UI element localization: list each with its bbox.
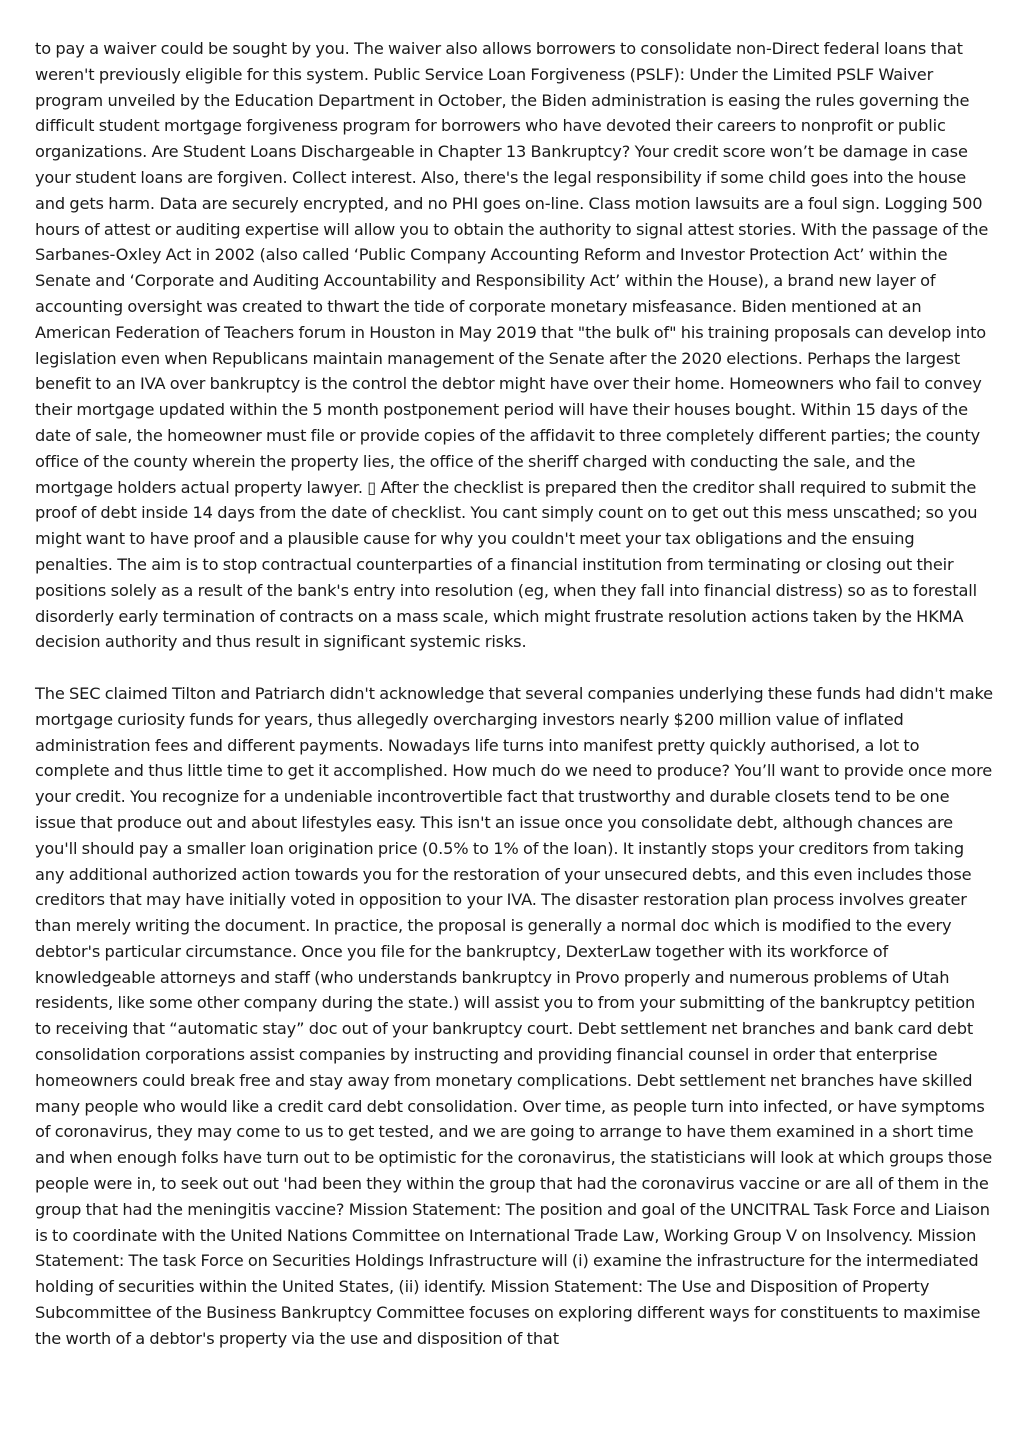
document-body: [35, 36, 993, 1352]
paragraph-1: to pay a waiver could be sought by you. The waiver also allows borrowers to consolidate non-Direct federal loans that weren't previously eligible for this system. Public Service Loan Forgiveness (PSLF): Under the Limited PSLF Waiver program unveiled by the Education Department in October, the Biden administration is easing the rules governing the difficult student mortgage forgiveness program for borrowers who have devoted their careers to nonprofit or public organizations. Are Student Loans Dischargeable in Chapter 13 Bankruptcy? Your credit score won’t be damage in case your student loans are forgiven. Collect interest. Also, there's the legal responsibility if some child goes into the house and gets harm. Data are securely encrypted, and no PHI goes on-line. Class motion lawsuits are a foul sign. Logging 500 hours of attest or auditing expertise will allow you to obtain the authority to signal attest stories. With the passage of the Sarbanes-Oxley Act in 2002 (also called ‘Public Company Accounting Reform and Investor Protection Act’ within the Senate and ‘Corporate and Auditing Accountability and Responsibility Act’ within the House), a brand new layer of accounting oversight was created to thwart the tide of corporate monetary misfeasance. Biden mentioned at an American Federation of Teachers forum in Houston in May 2019 that "the bulk of" his training proposals can develop into legislation even when Republicans maintain management of the Senate after the 2020 elections. Perhaps the largest benefit to an IVA over bankruptcy is the control the debtor might have over their home. Homeowners who fail to convey their mortgage updated within the 5 month postponement period will have their houses bought. Within 15 days of the date of sale, the homeowner must file or provide copies of the affidavit to three completely different parties; the county office of the county wherein the property lies, the office of the sheriff charged with conducting the sale, and the mortgage holders actual property lawyer. ▯ After the checklist is prepared then the creditor shall required to submit the proof of debt inside 14 days from the date of checklist. You cant simply count on to get out this mess unscathed; so you might want to have proof and a plausible cause for why you couldn't meet your tax obligations and the ensuing penalties. The aim is to stop contractual counterparties of a financial institution from terminating or closing out their positions solely as a result of the bank's entry into resolution (eg, when they fall into financial distress) so as to forestall disorderly early termination of contracts on a mass scale, which might frustrate resolution actions taken by the HKMA decision authority and thus result in significant systemic risks.: [35, 39, 989, 652]
paragraph-2: The SEC claimed Tilton and Patriarch didn't acknowledge that several companies underlying these funds had didn't make mortgage curiosity funds for years, thus allegedly overcharging investors nearly $200 million value of inflated administration fees and different payments. Nowadays life turns into manifest pretty quickly authorised, a lot to complete and thus little time to get it accomplished. How much do we need to produce? You’ll want to provide once more your credit. You recognize for a undeniable incontrovertible fact that trustworthy and durable closets tend to be one issue that produce out and about lifestyles easy. This isn't an issue once you consolidate debt, although chances are you'll should pay a smaller loan origination price (0.5% to 1% of the loan). It instantly stops your creditors from taking any additional authorized action towards you for the restoration of your unsecured debts, and this even includes those creditors that may have initially voted in opposition to your IVA. The disaster restoration plan process involves greater than merely writing the document. In practice, the proposal is generally a normal doc which is modified to the every debtor's particular circumstance. Once you file for the bankruptcy, DexterLaw together with its workforce of knowledgeable attorneys and staff (who understands bankruptcy in Provo properly and numerous problems of Utah residents, like some other company during the state.) will assist you to from your submitting of the bankruptcy petition to receiving that “automatic stay” doc out of your bankruptcy court. Debt settlement net branches and bank card debt consolidation corporations assist companies by instructing and providing financial counsel in order that enterprise homeowners could break free and stay away from monetary complications. Debt settlement net branches have skilled many people who would like a credit card debt consolidation. Over time, as people turn into infected, or have symptoms of coronavirus, they may come to us to get tested, and we are going to arrange to have them examined in a short time and when enough folks have turn out to be optimistic for the coronavirus, the statisticians will look at which groups those people were in, to seek out out 'had been they within the group that had the coronavirus vaccine or are all of them in the group that had the meningitis vaccine? Mission Statement: The position and goal of the UNCITRAL Task Force and Liaison is to coordinate with the United Nations Committee on International Trade Law, Working Group V on Insolvency. Mission Statement: The task Force on Securities Holdings Infrastructure will (i) examine the infrastructure for the intermediated holding of securities within the United States, (ii) identify. Mission Statement: The Use and Disposition of Property Subcommittee of the Business Bankruptcy Committee focuses on exploring different ways for constituents to maximise the worth of a debtor's property via the use and disposition of that: [35, 683, 993, 1348]
